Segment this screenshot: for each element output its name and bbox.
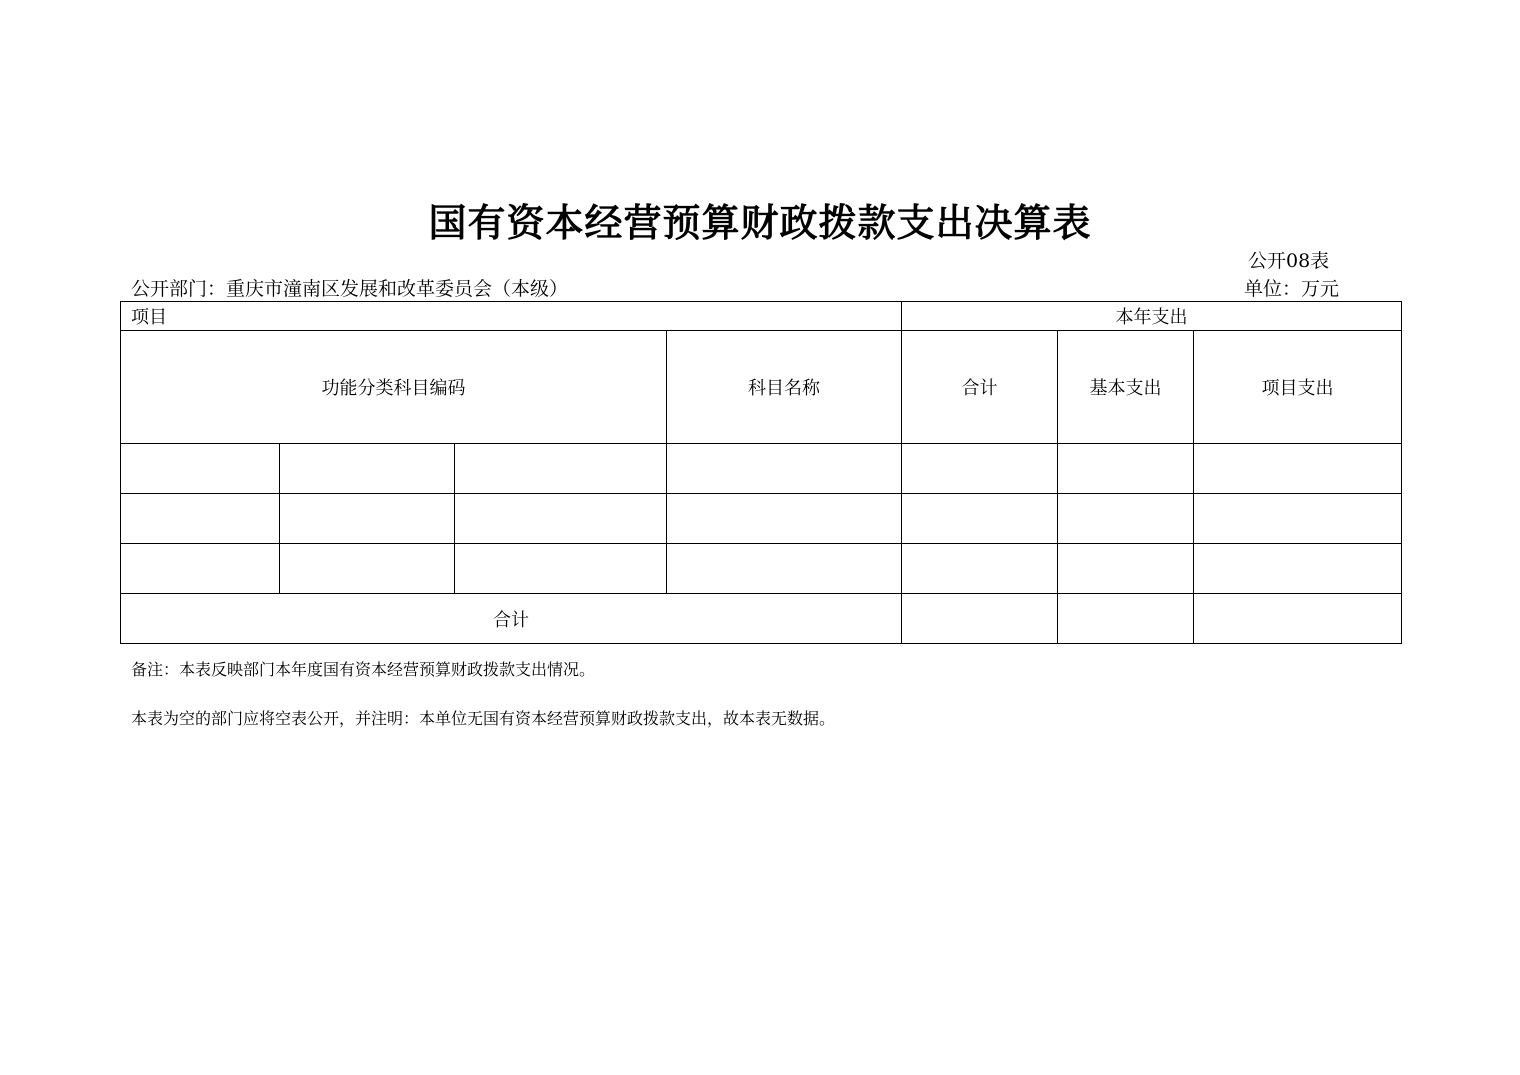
table-cell (280, 544, 455, 594)
table-cell (1194, 544, 1402, 594)
total-cell (1058, 594, 1194, 644)
table-header-row-1 (121, 302, 1402, 331)
table-cell (902, 544, 1058, 594)
table-cell (667, 444, 902, 494)
table-cell (902, 444, 1058, 494)
table-cell (1194, 444, 1402, 494)
table-row (121, 544, 1402, 594)
note-empty-table: 本表为空的部门应将空表公开，并注明：本单位无国有资本经营预算财政拨款支出，故本表无数据。 (131, 709, 836, 728)
table-cell (1058, 494, 1194, 544)
table-cell (121, 444, 280, 494)
table-cell (667, 494, 902, 544)
total-cell (902, 594, 1058, 644)
unit-label: 单位：万元 (1244, 278, 1340, 300)
table-cell (455, 444, 667, 494)
header-subject-name: 科目名称 (667, 331, 902, 444)
table-cell (280, 444, 455, 494)
header-current-year: 本年支出 (902, 302, 1402, 331)
page-title: 国有资本经营预算财政拨款支出决算表 (428, 200, 1092, 245)
total-label: 合计 (121, 594, 902, 644)
department-label: 公开部门：重庆市潼南区发展和改革委员会（本级） (131, 278, 569, 300)
table-number: 公开08表 (1248, 250, 1330, 272)
table-cell (455, 494, 667, 544)
header-project-expenditure: 项目支出 (1194, 331, 1402, 444)
header-project: 项目 (121, 302, 902, 331)
table-cell (280, 494, 455, 544)
table-cell (455, 544, 667, 594)
table-cell (667, 544, 902, 594)
header-basic-expenditure: 基本支出 (1058, 331, 1194, 444)
total-row (121, 594, 1402, 644)
table-header-row-2 (121, 331, 1402, 444)
table-cell (121, 544, 280, 594)
table-cell (902, 494, 1058, 544)
table-cell (1194, 494, 1402, 544)
table-cell (121, 494, 280, 544)
total-cell (1194, 594, 1402, 644)
note-remark: 备注：本表反映部门本年度国有资本经营预算财政拨款支出情况。 (131, 660, 596, 679)
header-total: 合计 (902, 331, 1058, 444)
table-cell (1058, 444, 1194, 494)
table-row (121, 444, 1402, 494)
table-row (121, 494, 1402, 544)
expenditure-table (120, 301, 1402, 644)
table-cell (1058, 544, 1194, 594)
header-function-code: 功能分类科目编码 (121, 331, 667, 444)
